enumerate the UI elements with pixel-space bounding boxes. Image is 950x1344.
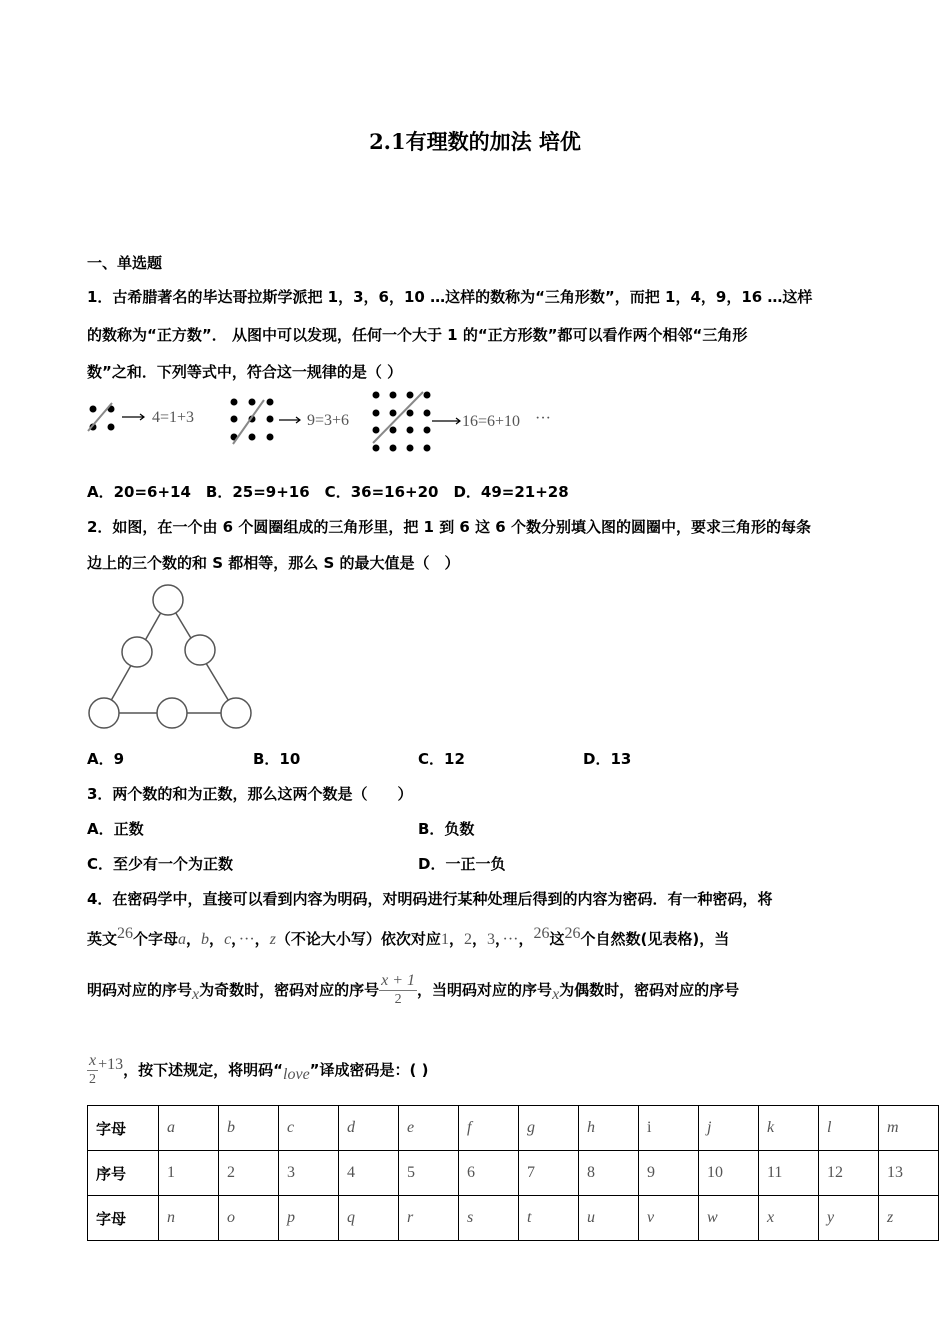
table-cell: 6 — [459, 1151, 519, 1196]
table-cell: k — [759, 1106, 819, 1151]
text-span: （不论大小写）依次对应 — [275, 930, 441, 948]
text-span — [390, 410, 397, 417]
fraction-x-over-2 — [87, 1052, 98, 1089]
q2-option-a: A．9 — [87, 750, 125, 768]
text-span: 为偶数时，密码对应的序号 — [559, 981, 740, 999]
table-cell: a — [159, 1106, 219, 1151]
text-span: ， — [186, 930, 202, 948]
text-span — [122, 637, 152, 667]
text-span — [249, 399, 256, 406]
text-span: 26 — [564, 925, 581, 942]
text-span: 为奇数时，密码对应的序号 — [199, 981, 380, 999]
figure-eq-16: 16=6+10 — [462, 413, 521, 430]
q4-line4 — [87, 1052, 428, 1089]
text-span: ， — [209, 930, 225, 948]
text-span — [249, 434, 256, 441]
table-cell: u — [579, 1196, 639, 1241]
text-span: 26 — [533, 925, 550, 942]
text-span: ， — [254, 930, 270, 948]
text-span — [390, 427, 397, 434]
text-span: 个字母 — [133, 930, 179, 948]
text-span — [424, 410, 431, 417]
table-cell: f — [459, 1106, 519, 1151]
table-cell: j — [699, 1106, 759, 1151]
text-span — [267, 399, 274, 406]
text-span — [424, 445, 431, 452]
table-cell: h — [579, 1106, 639, 1151]
figure-eq-4: 4=1+3 — [152, 409, 195, 426]
table-cell: y — [819, 1196, 879, 1241]
text-span — [373, 445, 380, 452]
text-span — [373, 392, 380, 399]
table-cell: x — [759, 1196, 819, 1241]
table-cell: m — [879, 1106, 939, 1151]
page-title: 2.1有理数的加法 培优 — [369, 129, 581, 154]
text-span — [373, 427, 380, 434]
figure-ellipsis: ··· — [535, 410, 551, 427]
table-cell: 10 — [699, 1151, 759, 1196]
text-span: 英文 — [87, 930, 118, 948]
table-cell: 11 — [759, 1151, 819, 1196]
table-cell: q — [339, 1196, 399, 1241]
table-cell: 字母 — [88, 1106, 159, 1151]
table-cell: i — [639, 1106, 699, 1151]
text-span — [407, 427, 414, 434]
text-span: ，按下述规定，将明码“ — [123, 1061, 284, 1079]
text-span — [267, 434, 274, 441]
text-span: ··· — [502, 931, 519, 948]
table-row — [88, 1106, 939, 1151]
letter-number-table — [87, 1105, 939, 1241]
text-span — [157, 698, 187, 728]
table-cell: c — [279, 1106, 339, 1151]
text-span — [153, 585, 183, 615]
q1-line1: 1．古希腊著名的毕达哥拉斯学派把 1，3，6，10 …这样的数称为“三角形数”，而把 1，4，9，16 …这样 — [87, 288, 813, 306]
text-span: x + 1 — [381, 972, 416, 989]
text-span: 这 — [549, 930, 565, 948]
table-cell: r — [399, 1196, 459, 1241]
section-heading: 一、单选题 — [87, 254, 163, 272]
table-cell: g — [519, 1106, 579, 1151]
text-span — [424, 392, 431, 399]
text-span: ··· — [238, 931, 255, 948]
text-span — [231, 399, 238, 406]
triangle-circles-figure — [80, 580, 260, 735]
text-span — [89, 698, 119, 728]
text-span — [221, 698, 251, 728]
text-span: ，当明码对应的序号 — [417, 981, 553, 999]
table-cell: 序号 — [88, 1151, 159, 1196]
table-cell: 5 — [399, 1151, 459, 1196]
table-cell: v — [639, 1196, 699, 1241]
table-cell: e — [399, 1106, 459, 1151]
text-span — [390, 392, 397, 399]
text-span: x — [89, 1052, 97, 1069]
text-span — [233, 400, 264, 444]
text-span: ”译成密码是：( ) — [309, 1061, 429, 1079]
q4-line2 — [87, 925, 729, 949]
q2-option-d: D．13 — [583, 750, 632, 768]
text-span: 26 — [117, 925, 134, 942]
text-span — [88, 1106, 939, 1241]
text-span — [424, 427, 431, 434]
text-span: 2 — [89, 1072, 97, 1087]
text-span: ， — [448, 930, 464, 948]
table-cell: 13 — [879, 1151, 939, 1196]
text-span: x — [552, 986, 560, 1003]
table-cell: 3 — [279, 1151, 339, 1196]
text-span — [89, 585, 251, 728]
text-span: x — [192, 986, 200, 1003]
table-cell: 2 — [219, 1151, 279, 1196]
table-cell: b — [219, 1106, 279, 1151]
text-span — [390, 445, 397, 452]
table-cell: w — [699, 1196, 759, 1241]
text-span: 2 — [463, 931, 472, 948]
figure-eq-9: 9=3+6 — [307, 412, 350, 429]
text-span: ， — [518, 930, 534, 948]
q2-line1: 2．如图，在一个由 6 个圆圈组成的三角形里，把 1 到 6 这 6 个数分别填入图的圆圈中，要求三角形的每条 — [87, 518, 811, 536]
text-span — [231, 416, 238, 423]
table-row — [88, 1151, 939, 1196]
text-span: 个自然数(见表格)，当 — [580, 930, 730, 948]
text-span — [185, 635, 215, 665]
text-span: z — [269, 931, 276, 948]
table-cell: n — [159, 1196, 219, 1241]
q2-option-c: C．12 — [418, 750, 465, 768]
text-span — [267, 416, 274, 423]
text-span — [373, 392, 423, 443]
text-span: 2 — [394, 992, 402, 1007]
text-span — [407, 410, 414, 417]
q1-line3: 数”之和．下列等式中，符合这一规律的是（ ） — [87, 363, 403, 381]
table-cell: o — [219, 1196, 279, 1241]
text-span: 明码对应的序号 — [87, 981, 193, 999]
table-cell: 9 — [639, 1151, 699, 1196]
table-cell: t — [519, 1196, 579, 1241]
table-cell: 1 — [159, 1151, 219, 1196]
fraction-x-plus-1-over-2 — [379, 972, 417, 1009]
table-cell: 4 — [339, 1151, 399, 1196]
text-span: 1 — [440, 931, 449, 948]
q3-option-b: B．负数 — [418, 820, 475, 838]
table-cell: d — [339, 1106, 399, 1151]
table-cell: 字母 — [88, 1196, 159, 1241]
q2-line2: 边上的三个数的和 S 都相等，那么 S 的最大值是（ ） — [87, 554, 460, 572]
q1-line2: 的数称为“正方数”． 从图中可以发现，任何一个大于 1 的“正方形数”都可以看作两个相邻“三角形 — [87, 326, 748, 344]
q4-line3 — [87, 972, 739, 1009]
text-span: c — [224, 931, 232, 948]
text-span: ， — [231, 930, 239, 948]
text-span: ， — [494, 930, 503, 948]
text-span: ， — [471, 930, 487, 948]
text-span — [407, 445, 414, 452]
table-cell: z — [879, 1196, 939, 1241]
text-span: b — [201, 931, 210, 948]
table-cell: 8 — [579, 1151, 639, 1196]
text-span: +13 — [98, 1056, 124, 1073]
text-span — [90, 392, 431, 452]
table-cell: s — [459, 1196, 519, 1241]
q2-option-b: B．10 — [253, 750, 301, 768]
text-span — [108, 424, 115, 431]
q3-option-d: D．一正一负 — [418, 855, 506, 873]
text-span: 3 — [486, 931, 495, 948]
table-cell: 7 — [519, 1151, 579, 1196]
q3-option-c: C．至少有一个为正数 — [87, 855, 234, 873]
table-cell: p — [279, 1196, 339, 1241]
table-row — [88, 1196, 939, 1241]
text-span — [90, 406, 97, 413]
text-span: a — [178, 931, 187, 948]
q3-option-a: A．正数 — [87, 820, 144, 838]
text-span: love — [283, 1066, 310, 1083]
table-cell: 12 — [819, 1151, 879, 1196]
text-span — [373, 410, 380, 417]
table-cell: l — [819, 1106, 879, 1151]
q3-stem: 3．两个数的和为正数，那么这两个数是（ ） — [87, 785, 413, 803]
text-span — [88, 392, 423, 444]
q1-options: A．20=6+14 B．25=9+16 C．36=16+20 D．49=21+28 — [87, 483, 569, 501]
q4-line1: 4．在密码学中，直接可以看到内容为明码，对明码进行某种处理后得到的内容为密码．有一种密码，将 — [87, 890, 773, 908]
text-span — [407, 392, 414, 399]
